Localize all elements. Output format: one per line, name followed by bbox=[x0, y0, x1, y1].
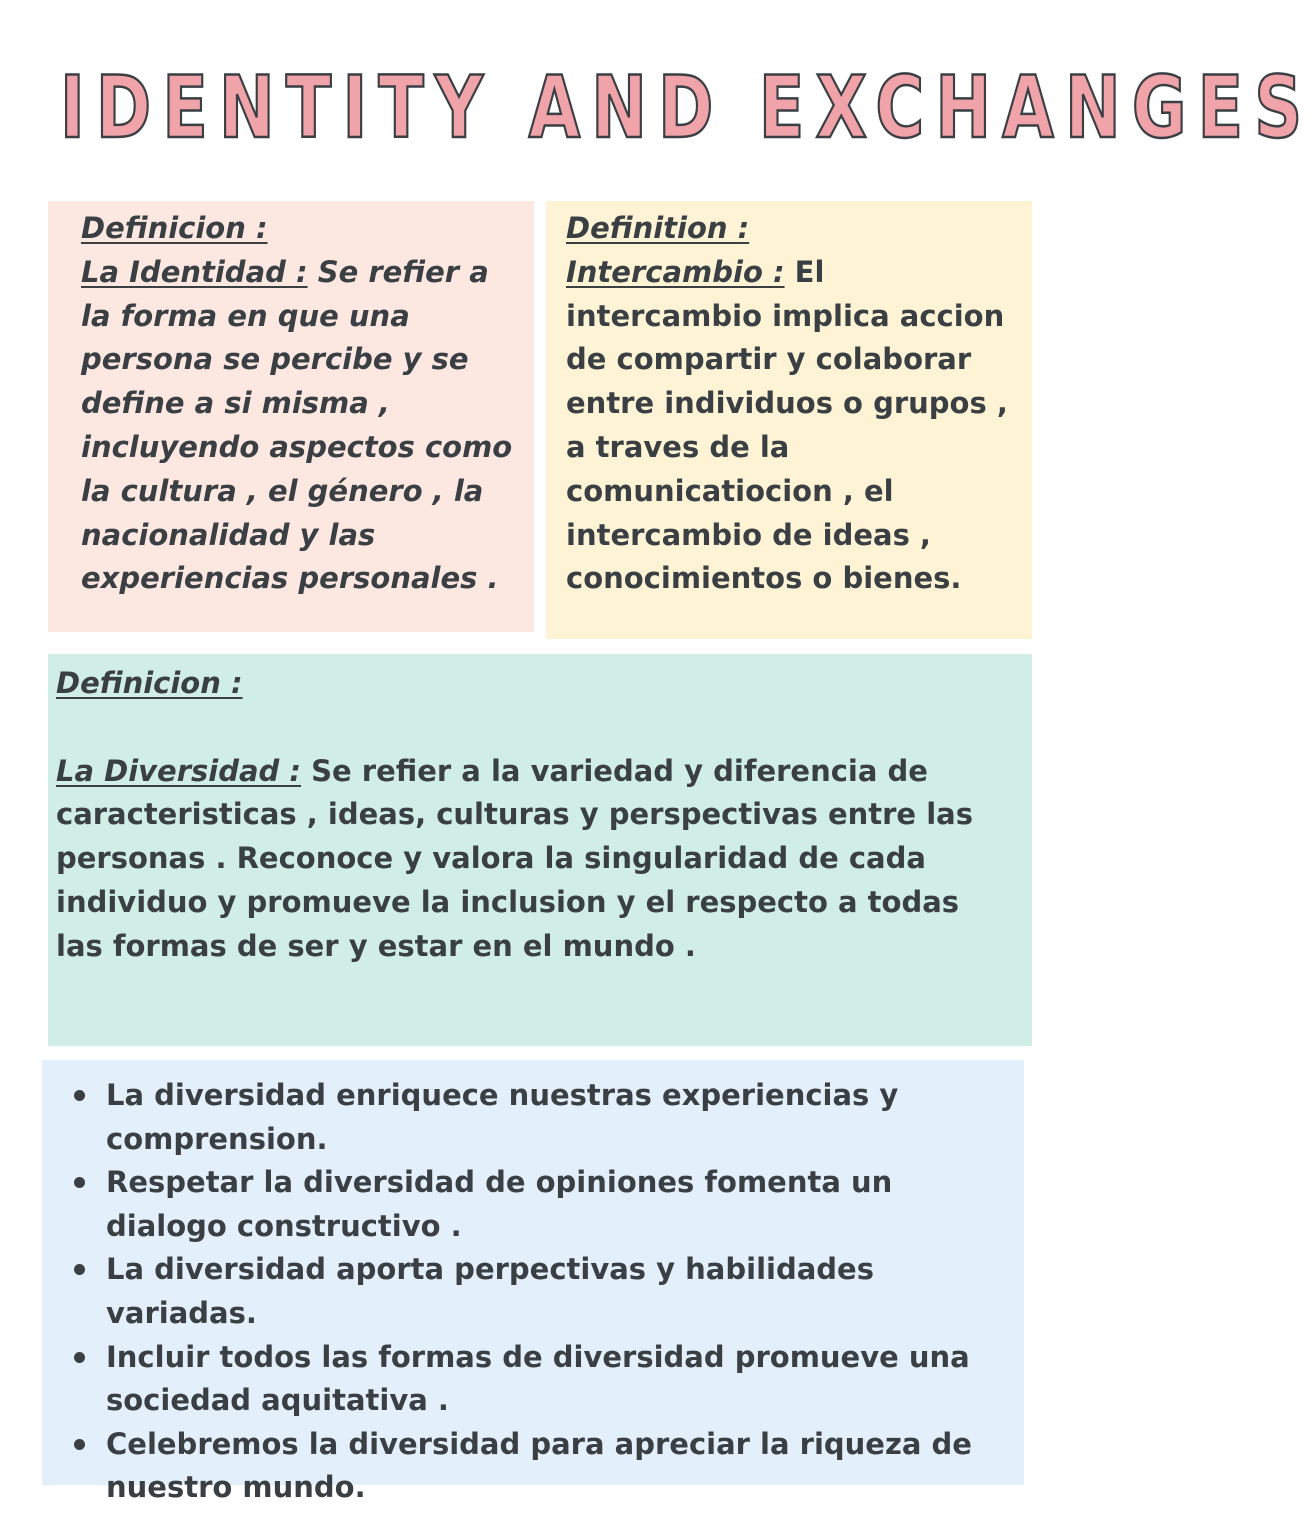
bullet-icon bbox=[74, 1177, 85, 1188]
bullet-list bbox=[70, 1074, 1014, 1510]
list-item: La diversidad aporta perpectivas y habilidades variadas. bbox=[70, 1248, 1014, 1335]
diversity-heading: Definicion : bbox=[56, 666, 243, 700]
exchange-definition-card bbox=[546, 201, 1032, 639]
identity-term: La Identidad : bbox=[81, 254, 308, 289]
list-item: Respetar la diversidad de opiniones fomenta un dialogo constructivo . bbox=[70, 1161, 1014, 1248]
bullet-icon bbox=[74, 1090, 85, 1101]
diversity-definition-card bbox=[48, 654, 1032, 1046]
list-item: Incluir todos las formas de diversidad promueve una sociedad aquitativa . bbox=[70, 1336, 1014, 1423]
exchange-term: Intercambio : bbox=[566, 254, 785, 289]
spacer bbox=[56, 706, 1002, 750]
exchange-text: El intercambio implica accion de compartir y colaborar entre individuos o grupos , a traves de la comunicatiocion , el intercambio de ideas , conocimientos o bienes. bbox=[566, 254, 1008, 596]
list-item: La diversidad enriquece nuestras experiencias y comprension. bbox=[70, 1074, 1014, 1161]
identity-heading: Definicion : bbox=[81, 211, 268, 245]
list-item: Celebremos la diversidad para apreciar la riqueza de nuestro mundo. bbox=[70, 1423, 1014, 1510]
bullet-icon bbox=[74, 1352, 85, 1363]
page-title: IDENTITY AND EXCHANGES bbox=[60, 58, 1313, 158]
bullet-icon bbox=[74, 1439, 85, 1450]
diversity-term: La Diversidad : bbox=[56, 753, 302, 788]
diversity-text: Se refier a la variedad y diferencia de caracteristicas , ideas, culturas y perspectivas entre las personas . Reconoce y valora la singularidad de cada individuo y promueve la inclusion y el respecto a todas las formas de ser y estar en el mundo . bbox=[56, 753, 973, 963]
identity-definition-card bbox=[48, 201, 534, 632]
identity-text: Se refier a la forma en que una persona se percibe y se define a si misma , incluyendo aspectos como la cultura , el género , la nacionalidad y las experiencias personales . bbox=[81, 254, 513, 596]
exchange-heading: Definition : bbox=[566, 211, 750, 245]
diversity-points-card bbox=[42, 1060, 1024, 1505]
bullet-icon bbox=[74, 1264, 85, 1275]
